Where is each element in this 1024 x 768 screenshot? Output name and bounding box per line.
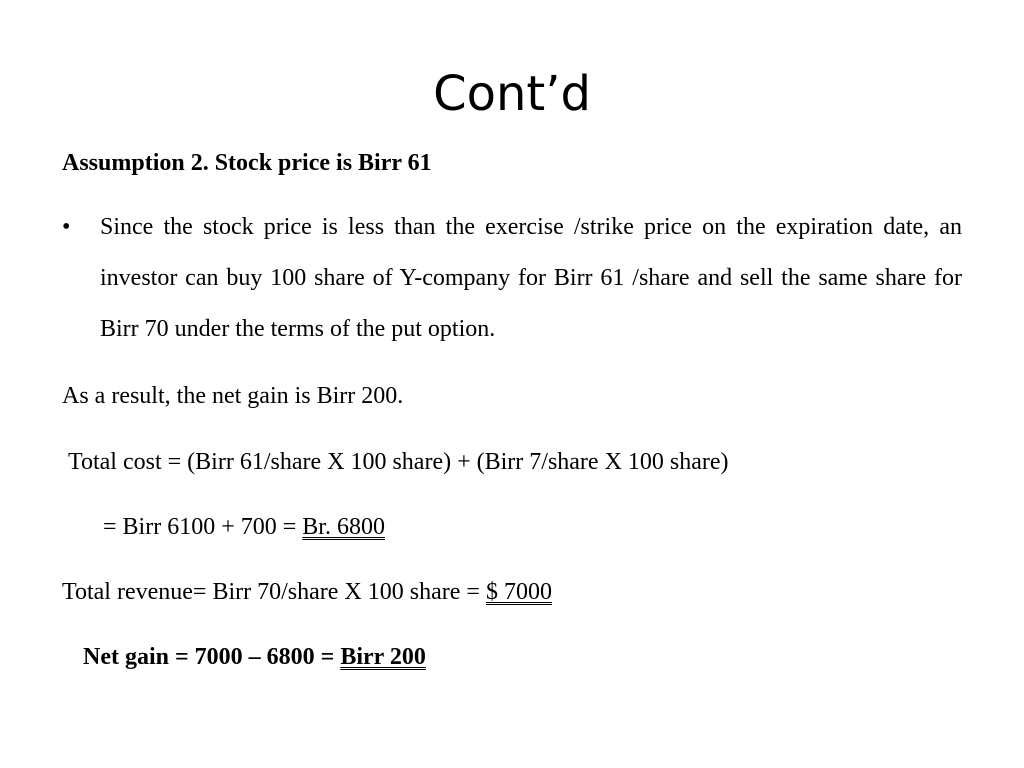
cost-calculation-line [103,512,385,542]
net-gain-value: Birr 200 [340,644,426,670]
total-cost-value: Br. 6800 [302,514,385,540]
slide-title: Cont’d [433,66,591,122]
result-line: As a result, the net gain is Birr 200. [62,383,404,409]
assumption-heading: Assumption 2. Stock price is Birr 61 [62,150,432,176]
total-revenue-line [62,577,552,607]
net-gain-prefix: Net gain = 7000 – 6800 = [83,644,341,670]
cost-calculation-prefix: = Birr 6100 + 700 = [103,514,303,540]
total-cost-line: Total cost = (Birr 61/share X 100 share) + (Birr 7/share X 100 share) [68,449,729,475]
net-gain-line [83,642,426,672]
bullet-text: Since the stock price is less than the exercise /strike price on the expiration date, an investor can buy 100 share of Y-company for Birr 61 /share and sell the same share for Birr 70 under the terms of the put option. [100,214,962,342]
total-revenue-value: $ 7000 [485,579,552,605]
bullet-marker: • [62,214,71,240]
total-revenue-prefix: Total revenue= Birr 70/share X 100 share = [62,579,486,605]
